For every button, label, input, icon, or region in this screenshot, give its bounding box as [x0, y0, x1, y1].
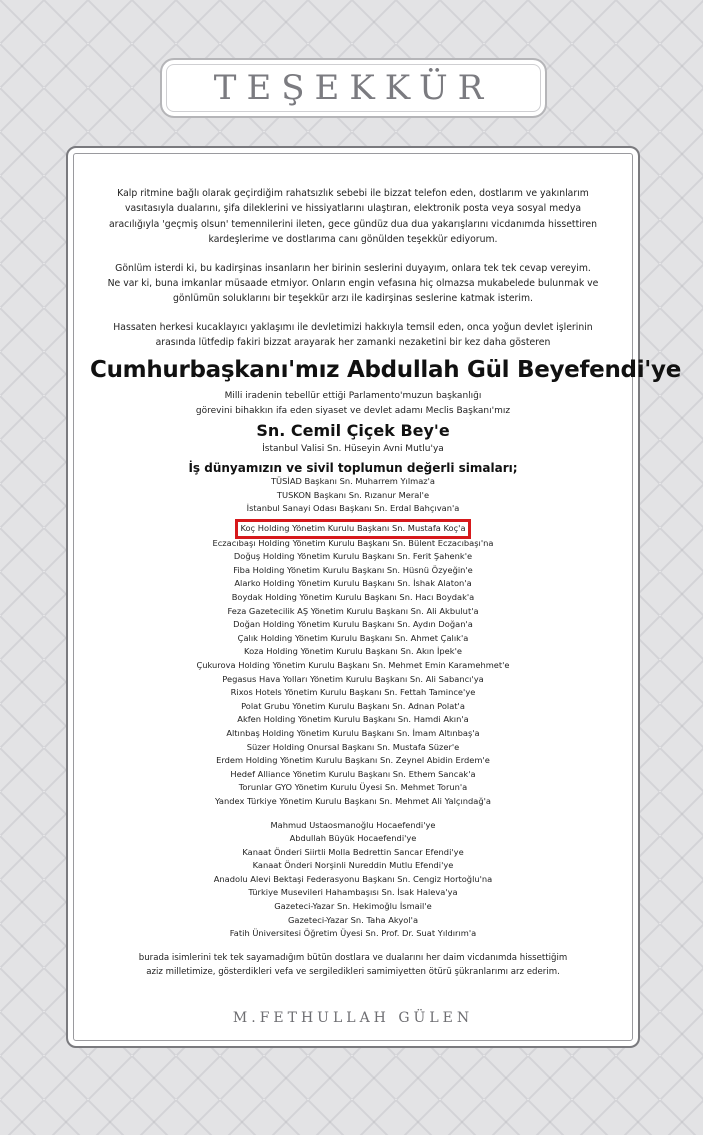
- list-item: Fatih Üniversitesi Öğretim Üyesi Sn. Prof. Dr. Suat Yıldırım'a: [229, 928, 477, 939]
- business-list: [90, 475, 616, 808]
- title-banner: [160, 58, 547, 118]
- president-heading: Cumhurbaşkanı'mız Abdullah Gül Beyefendi'ye: [90, 356, 682, 383]
- list-item: Altınbaş Holding Yönetim Kurulu Başkanı Sn. İmam Altınbaş'a: [226, 727, 480, 738]
- list-item: Süzer Holding Onursal Başkanı Sn. Mustafa Süzer'e: [246, 741, 460, 752]
- list-item: Akfen Holding Yönetim Kurulu Başkanı Sn. Hamdi Akın'a: [237, 714, 469, 725]
- list-item: Yandex Türkiye Yönetim Kurulu Başkanı Sn. Mehmet Ali Yalçındağ'a: [214, 795, 492, 806]
- list-item: TÜSİAD Başkanı Sn. Muharrem Yılmaz'a: [270, 476, 436, 487]
- signature: M.FETHULLAH GÜLEN: [232, 1010, 474, 1026]
- list-item: Pegasus Hava Yolları Yönetim Kurulu Başkanı Sn. Ali Sabancı'ya: [222, 673, 484, 684]
- list-item: Eczacıbaşı Holding Yönetim Kurulu Başkanı Sn. Bülent Eczacıbaşı'na: [212, 537, 494, 548]
- closing-text: burada isimlerini tek tek sayamadığım bütün dostlara ve dualarını her daim vicdanımda hissettiğim aziz milletimize, gösterdikleri vefa ve sergiledikleri samimiyetten ötürü şükranlarımı arz ederim.: [138, 952, 568, 977]
- business-heading: İş dünyamızın ve sivil toplumun değerli simaları;: [188, 461, 518, 476]
- intro-paragraph-3: Hassaten herkesi kucaklayıcı yaklaşımı ile devletimizi hakkıyla temsil eden, onca yoğun devlet işlerinin arasında lütfedip fakiri bizzat arayarak her zamanki nezaketini bir kez daha gösteren: [113, 321, 593, 349]
- list-item: Rixos Hotels Yönetim Kurulu Başkanı Sn. Fettah Tamince'ye: [230, 687, 476, 698]
- list-item: Kanaat Önderi Norşinli Nureddin Mutlu Efendi'ye: [252, 860, 454, 871]
- list-item: Erdem Holding Yönetim Kurulu Başkanı Sn. Zeynel Abidin Erdem'e: [216, 755, 490, 766]
- list-item: Anadolu Alevi Bektaşi Federasyonu Başkanı Sn. Cengiz Hortoğlu'na: [213, 873, 493, 884]
- list-item: Polat Grubu Yönetim Kurulu Başkanı Sn. Adnan Polat'a: [241, 700, 465, 711]
- list-item: Boydak Holding Yönetim Kurulu Başkanı Sn. Hacı Boydak'a: [231, 592, 475, 603]
- highlighted-list-item: Koç Holding Yönetim Kurulu Başkanı Sn. Mustafa Koç'a: [238, 522, 467, 536]
- list-item: Alarko Holding Yönetim Kurulu Başkanı Sn. İshak Alaton'a: [234, 578, 472, 589]
- list-item: Koza Holding Yönetim Kurulu Başkanı Sn. Akın İpek'e: [244, 646, 462, 657]
- list-item: Türkiye Musevileri Hahambaşısı Sn. İsak Haleva'ya: [248, 887, 458, 898]
- letter-content: [90, 186, 682, 979]
- governor-text: İstanbul Valisi Sn. Hüseyin Avni Mutlu'ya: [262, 444, 444, 455]
- intro-paragraph-2: Gönlüm isterdi ki, bu kadirşinas insanların her birinin seslerini duyayım, onlara tek tek cevap vereyim. Ne var ki, buna imkanlar müsaade etmiyor. Onların engin vefasına hiç olmazsa mukabelede bulunmak ve gönlümün soluklarını bir teşekkür arzı ile kadirşinas seslerine katmak isterim.: [107, 262, 599, 305]
- list-item: İstanbul Sanayi Odası Başkanı Sn. Erdal Bahçıvan'a: [246, 503, 460, 514]
- letter-panel: [66, 146, 682, 1048]
- religious-list: [90, 819, 616, 941]
- speaker-heading: Sn. Cemil Çiçek Bey'e: [256, 421, 450, 441]
- list-item: Doğan Holding Yönetim Kurulu Başkanı Sn. Aydın Doğan'a: [233, 619, 473, 630]
- list-item: Gazeteci-Yazar Sn. Taha Akyol'a: [287, 914, 419, 925]
- list-item: Abdullah Büyük Hocaefendi'ye: [289, 833, 417, 844]
- list-item: Torunlar GYO Yönetim Kurulu Üyesi Sn. Mehmet Torun'a: [238, 782, 468, 793]
- parliament-text: Milli iradenin tebellür ettiği Parlamento'muzun başkanlığı görevini bihakkın ifa eden siyaset ve devlet adamı Meclis Başkanı'mız: [195, 390, 511, 416]
- list-item: TUSKON Başkanı Sn. Rızanur Meral'e: [276, 489, 430, 500]
- intro-paragraph-1: Kalp ritmine bağlı olarak geçirdiğim rahatsızlık sebebi ile bizzat telefon eden, dostlarım ve yakınlarım vasıtasıyla dualarını, şifa dileklerini ve hissiyatlarını ulaştıran, elektronik posta veya sosyal medya aracılığıyla 'geçmiş olsun' temennilerini ileten, gece gündüz dua dua yakarışlarını vicdanımda hissettiren kardeşlerime ve dostlarıma canı gönülden teşekkür ediyorum.: [108, 188, 598, 246]
- list-item: Çukurova Holding Yönetim Kurulu Başkanı Sn. Mehmet Emin Karamehmet'e: [196, 659, 510, 670]
- list-item: Fiba Holding Yönetim Kurulu Başkanı Sn. Hüsnü Özyeğin'e: [233, 564, 473, 575]
- list-item: Kanaat Önderi Siirtli Molla Bedrettin Sancar Efendi'ye: [242, 846, 464, 857]
- page-title: TEŞEKKÜR: [213, 68, 494, 108]
- list-item: Mahmud Ustaosmanoğlu Hocaefendi'ye: [270, 819, 436, 830]
- list-item: Hedef Alliance Yönetim Kurulu Başkanı Sn. Ethem Sancak'a: [230, 768, 476, 779]
- list-item: Doğuş Holding Yönetim Kurulu Başkanı Sn. Ferit Şahenk'e: [233, 551, 473, 562]
- list-item: Feza Gazetecilik AŞ Yönetim Kurulu Başkanı Sn. Ali Akbulut'a: [227, 605, 479, 616]
- list-item: Gazeteci-Yazar Sn. Hekimoğlu İsmail'e: [274, 901, 432, 912]
- list-item: Çalık Holding Yönetim Kurulu Başkanı Sn. Ahmet Çalık'a: [237, 632, 469, 643]
